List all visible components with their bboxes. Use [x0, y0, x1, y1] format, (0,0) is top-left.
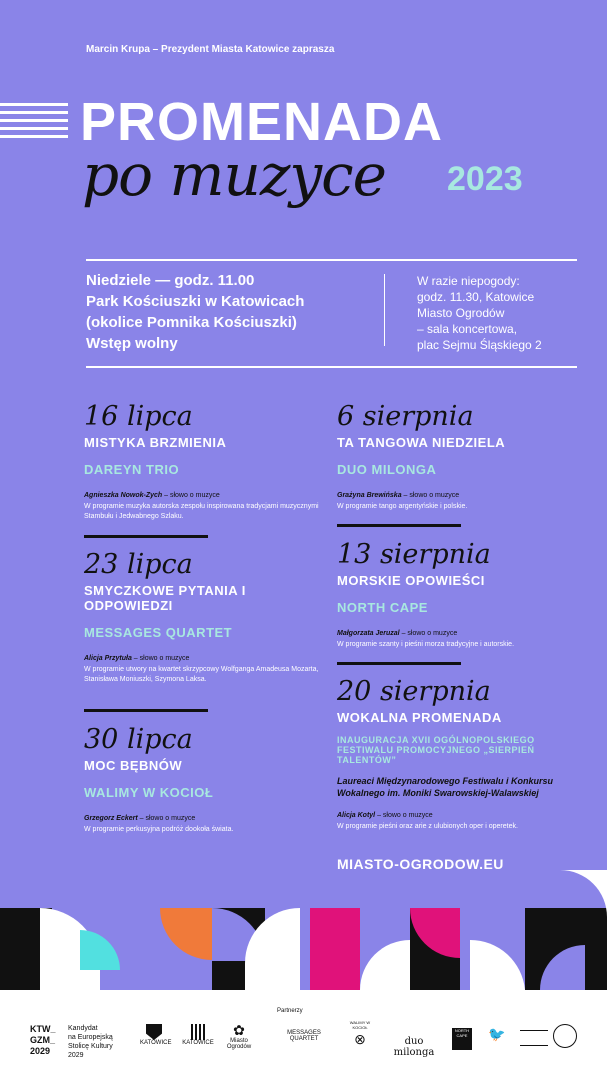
- drum-icon: ⊗: [354, 1031, 366, 1047]
- event-description: W programie perkusyjna podróż dookoła świata.: [84, 826, 234, 833]
- event-16-lipca: [84, 401, 324, 522]
- miasto-ogrodow-logo: [222, 1022, 256, 1050]
- event-separator: [337, 524, 461, 527]
- logo-label: KATOWICE: [182, 1040, 214, 1046]
- event-speaker: [84, 654, 324, 664]
- event-speaker: [84, 491, 324, 501]
- event-title: MORSKIE OPOWIEŚCI: [337, 573, 485, 588]
- katowice-logo-2: [182, 1024, 214, 1046]
- event-speaker: [84, 814, 324, 824]
- logo-label: duo milonga: [393, 1036, 435, 1058]
- invitation-line: Marcin Krupa – Prezydent Miasta Katowice zaprasza: [86, 44, 335, 55]
- messages-quartet-logo: [274, 1030, 334, 1042]
- event-date: 30 lipca: [84, 724, 193, 755]
- poster-year: 2023: [447, 160, 523, 198]
- poster-title: PROMENADA: [80, 92, 444, 152]
- ktw-line: 2029: [30, 1046, 51, 1056]
- event-description: W programie szanty i pieśni morza tradycyjne i autorskie.: [337, 641, 515, 648]
- event-description: W programie pieśni oraz arie z ulubionych oper i operetek.: [337, 823, 518, 830]
- event-speaker: [337, 811, 587, 821]
- speaker-name: Alicja Kotyl: [337, 812, 376, 819]
- speaker-role: – słowo o muzyce: [162, 492, 220, 499]
- speaker-name: Agnieszka Nowok-Zych: [84, 492, 163, 499]
- event-description: W programie tango argentyńskie i polskie.: [337, 503, 468, 510]
- stripes-decoration: [0, 103, 68, 143]
- partner-logo: [520, 1030, 548, 1046]
- bird-icon: 🐦: [488, 1026, 506, 1042]
- event-description: W programie utwory na kwartet skrzypcowy Wolfganga Amadeusa Mozarta, Stanisława Moniuszki, Szymona Laksa.: [84, 666, 319, 683]
- geometric-decoration: [0, 870, 607, 990]
- event-separator: [337, 662, 461, 665]
- event-performer: NORTH CAPE: [337, 600, 428, 615]
- event-6-sierpnia: [337, 401, 577, 512]
- event-date: 6 sierpnia: [337, 401, 474, 432]
- walimy-w-kociol-logo: [344, 1020, 376, 1048]
- info-line: godz. 11.30, Katowice: [417, 290, 535, 304]
- speaker-name: Grzegorz Eckert: [84, 815, 138, 822]
- event-13-sierpnia: [337, 539, 577, 650]
- divider-bottom: [86, 366, 577, 368]
- event-separator: [84, 709, 208, 712]
- ktw-logo: [30, 1024, 56, 1057]
- event-title: SMYCZKOWE PYTANIA I ODPOWIEDZI: [84, 583, 246, 613]
- event-description: W programie muzyka autorska zespołu inspirowana tradycjami muzycznymi Stambułu i Jedwabnego Szlaku.: [84, 503, 319, 520]
- ktw-candidate-text: [68, 1024, 113, 1060]
- katowice-crest-icon: [146, 1024, 162, 1040]
- info-line: Park Kościuszki w Katowicach: [86, 293, 305, 310]
- ktw-text-line: na Europejską: [68, 1034, 113, 1041]
- divider-vertical: [384, 274, 385, 346]
- event-date: 13 sierpnia: [337, 539, 491, 570]
- event-date: 20 sierpnia: [337, 676, 491, 707]
- info-line: (okolice Pomnika Kościuszki): [86, 314, 297, 331]
- event-separator: [84, 535, 208, 538]
- logo-label: WALIMY W KOCIOŁ: [349, 1020, 371, 1030]
- ktw-line: KTW_: [30, 1024, 56, 1034]
- seal-icon: [553, 1024, 577, 1048]
- info-main: [86, 270, 376, 354]
- event-performer: MESSAGES QUARTET: [84, 625, 233, 640]
- event-speaker: [337, 629, 577, 639]
- info-line: Wstęp wolny: [86, 335, 178, 352]
- info-line: plac Sejmu Śląskiego 2: [417, 338, 542, 352]
- event-performer: INAUGURACJA XVII OGÓLNOPOLSKIEGO FESTIWALU PROMOCYJNEGO „SIERPIEŃ TALENTÓW”: [337, 735, 535, 765]
- info-line: W razie niepogody:: [417, 274, 520, 288]
- event-extra: Laureaci Międzynarodowego Festiwalu i Konkursu Wokalnego im. Moniki Swarowskiej-Walawskiej: [337, 776, 554, 798]
- event-date: 16 lipca: [84, 401, 193, 432]
- logo-label: Miasto Ogrodów: [226, 1038, 252, 1050]
- speaker-role: – słowo o muzyce: [137, 815, 196, 822]
- event-23-lipca: [84, 549, 324, 685]
- north-cape-logo: [452, 1028, 472, 1050]
- speaker-name: Grażyna Brewińska: [337, 492, 402, 499]
- event-speaker: [337, 491, 577, 501]
- event-performer: DUO MILONGA: [337, 462, 437, 477]
- info-line: Niedziele — godz. 11.00: [86, 272, 255, 289]
- event-title: MOC BĘBNÓW: [84, 758, 183, 773]
- building-icon: [191, 1024, 205, 1040]
- ktw-text-line: 2029: [68, 1052, 84, 1059]
- event-performer: WALIMY W KOCIOŁ: [84, 785, 214, 800]
- flower-icon: ✿: [233, 1022, 245, 1038]
- katowice-logo: [140, 1024, 172, 1046]
- info-line: Miasto Ogrodów: [417, 306, 505, 320]
- ktw-text-line: Kandydat: [68, 1025, 98, 1032]
- event-title: WOKALNA PROMENADA: [337, 710, 502, 725]
- event-performer: DAREYN TRIO: [84, 462, 180, 477]
- divider-top: [86, 259, 577, 261]
- logo-label: NORTH CAPE: [454, 1028, 470, 1038]
- info-weather: [417, 273, 597, 353]
- poster-subtitle: po muzyce: [82, 141, 386, 209]
- logo-label: MESSAGES QUARTET: [287, 1030, 321, 1042]
- ktw-line: GZM_: [30, 1035, 56, 1045]
- event-20-sierpnia: [337, 676, 587, 832]
- partners-label: Partnerzy: [277, 1008, 303, 1014]
- speaker-role: – słowo o muzyce: [375, 812, 433, 819]
- event-title: TA TANGOWA NIEDZIELA: [337, 435, 506, 450]
- speaker-name: Małgorzata Jeruzal: [337, 630, 400, 637]
- event-date: 23 lipca: [84, 549, 193, 580]
- ktw-text-line: Stolicę Kultury: [68, 1043, 113, 1050]
- duo-milonga-logo: [384, 1036, 444, 1058]
- speaker-role: – słowo o muzyce: [401, 492, 460, 499]
- website-link[interactable]: MIASTO-OGRODOW.EU: [337, 856, 504, 872]
- speaker-role: – słowo o muzyce: [399, 630, 458, 637]
- info-line: – sala koncertowa,: [417, 322, 518, 336]
- event-30-lipca: [84, 724, 324, 835]
- speaker-name: Alicja Przytuła: [84, 655, 132, 662]
- event-title: MISTYKA BRZMIENIA: [84, 435, 227, 450]
- speaker-role: – słowo o muzyce: [131, 655, 190, 662]
- logo-label: KATOWICE: [140, 1040, 172, 1046]
